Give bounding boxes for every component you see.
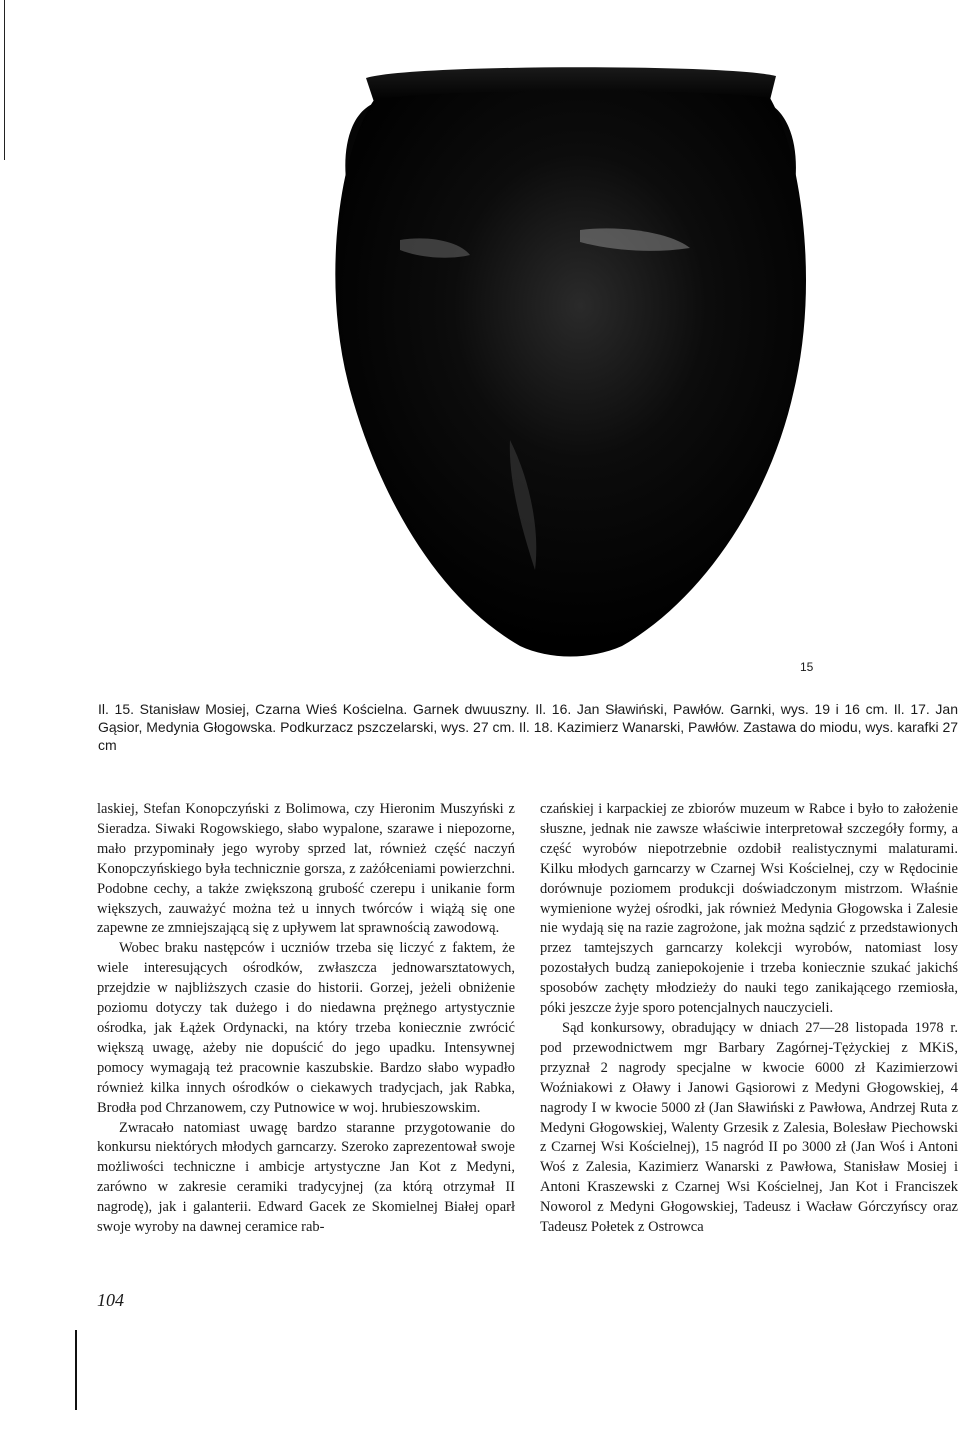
scan-edge-mark-bottom (75, 1330, 77, 1410)
paragraph: Zwracało natomiast uwagę bardzo staranne przygotowanie do konkursu niektórych młodych garncarzy. Szeroko zaprezentował swoje możliwości techniczne i ambicje artystyczne Jan Kot z Medyni, zarówno w zakresie ceramiki tradycyjnej (za którą otrzymał II nagrodę), jak i galanterii. Edward Gacek ze Skomielnej Białej oparł swoje wyroby na dawnej ceramice rab- (97, 1119, 515, 1236)
paragraph: Wobec braku następców i uczniów trzeba się liczyć z faktem, że wiele interesujących ośrodków, zwłaszcza jednowarsztatowych, przejdzie w najbliższych czasie do historii. Gorzej, jeżeli obniżenie poziomu dotyczy tak dużego i do niedawna prężnego artystycznie ośrodka, jak Łążek Ordynacki, na który trzeba koniecznie zwrócić większą uwagę, ażeby nie dopuścić do jego upadku. Intensywnej pomocy wymagają też pracownie kaszubskie. Bardzo słabo wypadło również kilka innych ośrodków o ciekawych tradycjach, jak Rabka, Brodła pod Chrzanowem, czy Putnowice w woj. hrubieszowskim. (97, 940, 515, 1116)
pot-photograph (330, 60, 814, 674)
page-number: 104 (97, 1290, 124, 1310)
scan-edge-mark-top (4, 0, 5, 160)
figure-caption: Il. 15. Stanisław Mosiej, Czarna Wieś Kościelna. Garnek dwuuszny. Il. 16. Jan Sławiński, Pawłów. Garnki, wys. 19 i 16 cm. Il. 17. Jan Gąsior, Medynia Głogowska. Podkurzacz pszczelarski, wys. 27 cm. Il. 18. Kazimierz Wanarski, Pawłów. Zastawa do miodu, wys. karafki 27 cm (98, 701, 959, 753)
text-column-right (540, 800, 958, 1238)
two-handled-pot-image (330, 60, 810, 670)
pot-body (335, 91, 806, 657)
paragraph: czańskiej i karpackiej ze zbiorów muzeum w Rabce i było to założenie słuszne, jednak nie zawsze właściwie interpretował szczegóły formy, a część wyrobów niepotrzebnie ozdobił realistycznymi malaturami. Kilku młodych garncarzy w Czarnej Wsi Kościelnej, czy w Rędocinie dorównuje poziomem produkcji doświadczonym mistrzom. Właśnie wymienione wyżej ośrodki, jak również Medynia Głogowska i Zalesie nie wydają się na razie zagrożone, jak można sądzić z przedstawionych przez tamtejszych garncarzy kolekcji wyrobów, natomiast losy pozostałych budzą zaniepokojenie i trzeba koniecznie szukać jakichś sposobów zachęty młodzieży do nauki tego zanikającego rzemiosła, póki jeszcze żyje sporo potencjalnych nauczycieli. (540, 801, 958, 1017)
text-column-left (97, 800, 515, 1238)
paragraph: Sąd konkursowy, obradujący w dniach 27—28 listopada 1978 r. pod przewodnictwem mgr Barbary Zagórnej-Tężyckiej z MKiS, przyznał 2 nagrody specjalne w kwocie 6000 zł Kazimierzowi Woźniakowi z Oławy i Janowi Gąsiorowi z Medyni Głogowskiej, 4 nagrody I w kwocie 5000 zł (Jan Sławiński z Pawłowa, Andrzej Ruta z Medyni Głogowskiej, Walenty Grzesik z Zalesia, Bolesław Piechowski z Czarnej Wsi Kościelnej), 15 nagród II po 3000 zł (Jan Woś i Antoni Woś z Zalesia, Kazimierz Wanarski z Pawłowa, Stanisław Mosiej i Antoni Kraszewski z Czarnej Wsi Kościelnej, Jan Kot i Franciszek Noworol z Medyni Głogowskiej, Tadeusz i Wacław Górczyńscy oraz Tadeusz Połetek z Ostrowca (540, 1019, 958, 1236)
plate-number: 15 (800, 660, 814, 674)
paragraph: laskiej, Stefan Konopczyński z Bolimowa, czy Hieronim Muszyński z Sieradza. Siwaki Rogowskiego, słabo wypalone, szarawe i niepozorne, mało przypominały jego wyroby sprzed lat, również część naczyń Konopczyńskiego była technicznie gorsza, z zażółceniami powierzchni. Podobne cechy, a także zwiększoną grubość czerepu i unikanie form większych, zauważyć można też u innych twórców i wiążą się one zapewne ze zmniejszającą się z upływem lat sprawnością zawodową. (97, 801, 515, 937)
